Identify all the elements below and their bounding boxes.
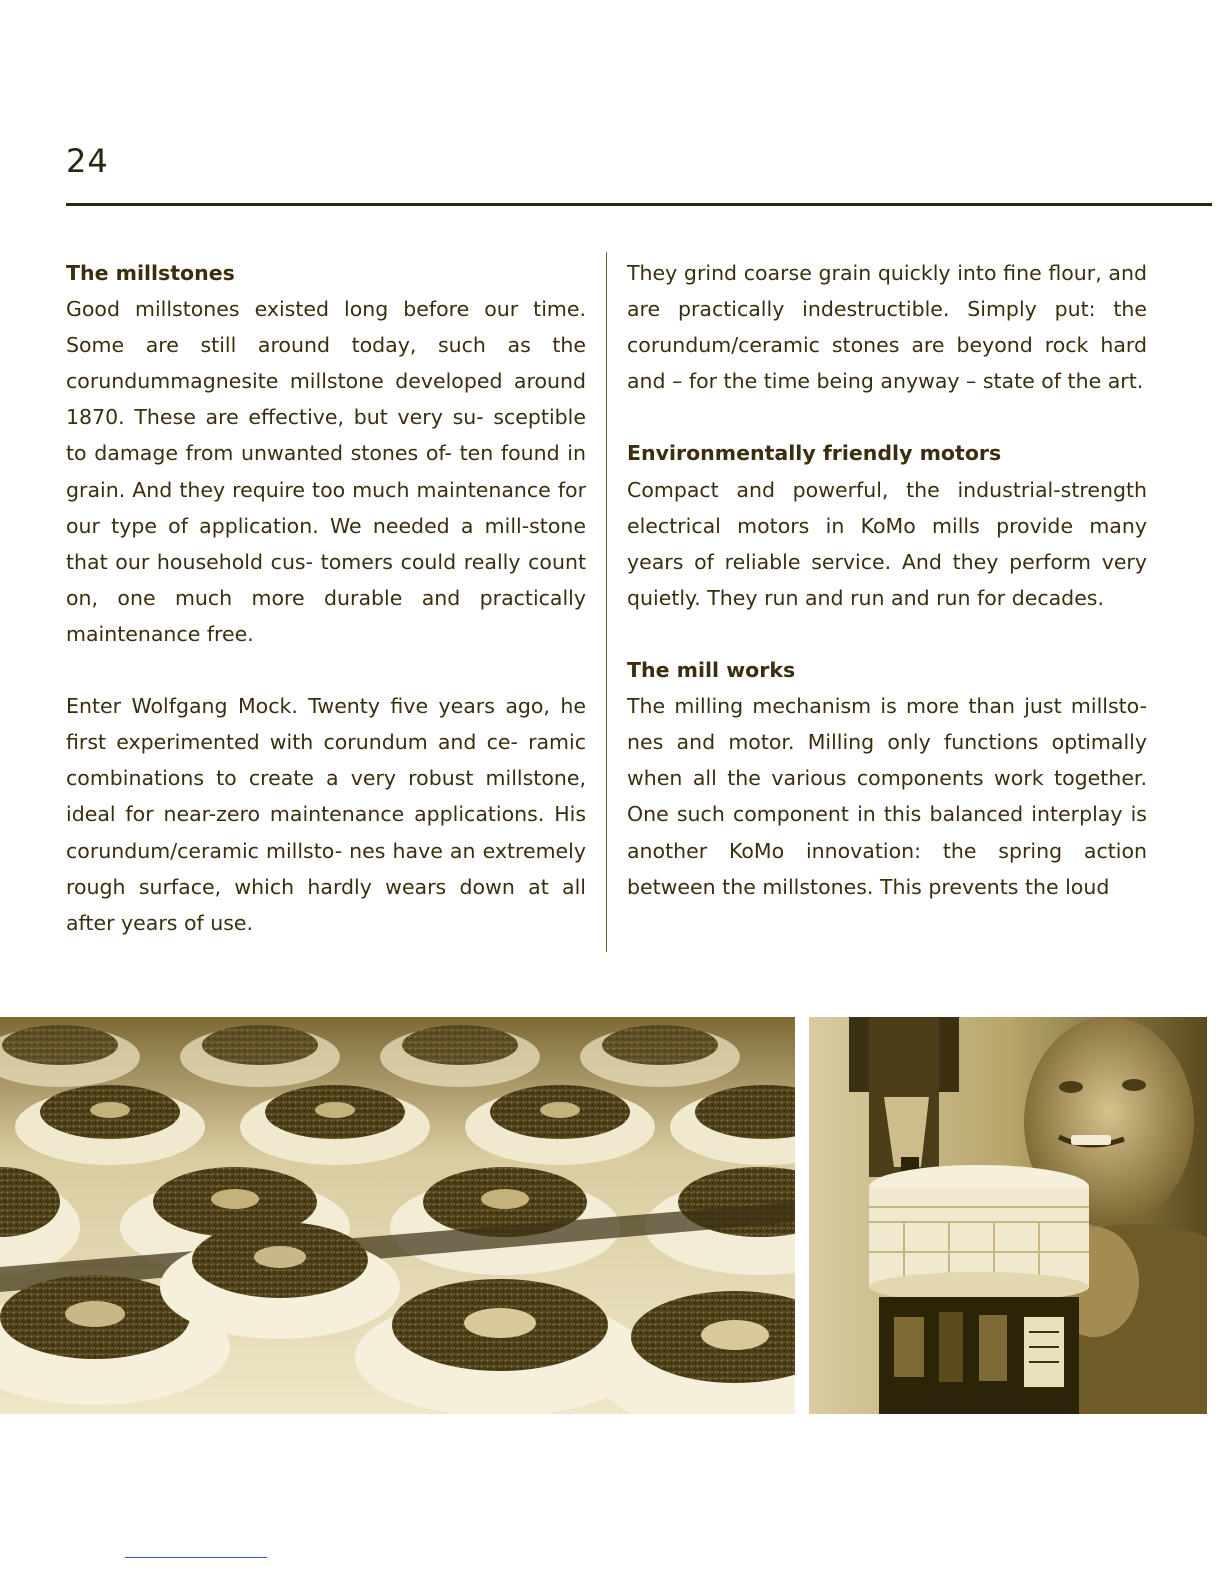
section-heading-motors: Environmentally friendly motors (627, 441, 1002, 466)
paragraph-millstones-1: Good millstones existed long before our time. Some are still around today, such as the corundummagnesite millstone developed around 1870. These are effective, but very su- sceptible to damage from unwanted stones of- ten found in grain. And they require too much maintenance for our type of application. We needed a mill-stone that our household cus- tomers could really count on, one much more durable and practically maintenance free. (66, 297, 586, 646)
column-divider (606, 252, 607, 952)
paragraph-mill-works: The milling mechanism is more than just millsto- nes and motor. Milling only functions optimally when all the various components work together. One such component in this balanced interplay is another KoMo innovation: the spring action between the millstones. This prevents the loud (627, 694, 1147, 899)
header-rule (66, 203, 1212, 206)
left-column (66, 255, 586, 941)
footer-rule (125, 1557, 267, 1558)
page-number: 24 (66, 142, 109, 180)
motor-assembly-photo (809, 1017, 1207, 1414)
millstones-photo (0, 1017, 795, 1414)
paragraph-motors: Compact and powerful, the industrial-strength electrical motors in KoMo mills provide many years of reliable service. And they perform very quietly. They run and run and run for decades. (627, 477, 1147, 610)
section-heading-mill-works: The mill works (627, 658, 796, 683)
section-heading-millstones: The millstones (66, 261, 235, 285)
paragraph-millstones-continued: They grind coarse grain quickly into fine flour, and are practically indestructible. Simply put: the corundum/ceramic stones are beyond rock hard and – for the time being anyway – state of the art. (627, 261, 1147, 394)
right-column (627, 255, 1147, 905)
paragraph-millstones-2: Enter Wolfgang Mock. Twenty five years ago, he first experimented with corundum and ce- ramic combinations to create a very robust millstone, ideal for near-zero maintenance applications. His corundum/ceramic millsto- nes have an extremely rough surface, which hardly wears down at all after years of use. (66, 694, 586, 935)
